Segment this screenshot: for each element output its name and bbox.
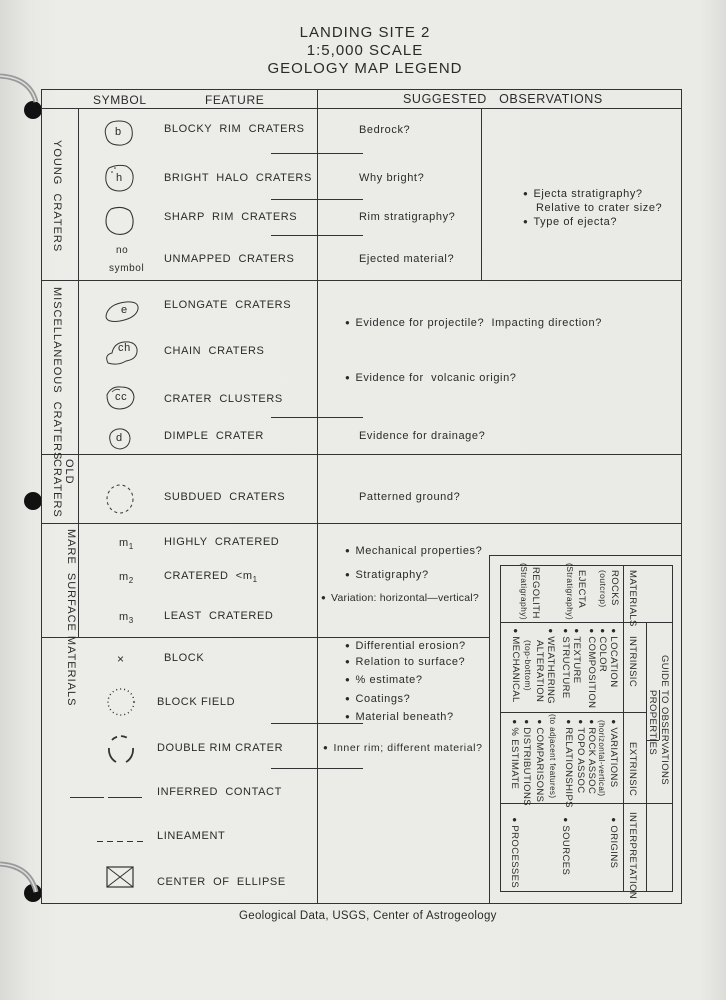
feature-double-rim-crater: DOUBLE RIM CRATER xyxy=(157,742,284,754)
guide-ext-relationships-note: (to adjacent features) xyxy=(548,714,557,799)
guide-ext-percent-estimate: ● % ESTIMATE xyxy=(509,718,520,789)
title-site: LANDING SITE 2 xyxy=(299,24,431,41)
feature-block-field: BLOCK FIELD xyxy=(157,696,236,708)
guide-properties: PROPERTIES xyxy=(647,690,658,756)
row-sep-young xyxy=(41,280,682,281)
lineament-symbol-icon xyxy=(97,841,143,842)
guide-grid xyxy=(672,565,673,892)
guide-mat-ejecta: EJECTA xyxy=(576,570,587,609)
feature-tick xyxy=(271,723,363,724)
obs-projectile: ● Evidence for projectile? Impacting direction? xyxy=(345,317,602,329)
obs-why-bright: Why bright? xyxy=(359,172,425,184)
feature-crater-clusters: CRATER CLUSTERS xyxy=(164,393,283,405)
guide-mat-regolith: REGOLITH xyxy=(530,567,541,619)
guide-ext-relationships: ● RELATIONSHIPS xyxy=(563,718,574,808)
obs-relative-crater-size: Relative to crater size? xyxy=(536,202,663,214)
group-label-old: OLD CRATERS xyxy=(51,459,75,518)
feature-unmapped-craters: UNMAPPED CRATERS xyxy=(164,253,295,265)
table-border-bottom xyxy=(41,903,682,904)
feature-chain-craters: CHAIN CRATERS xyxy=(164,345,265,357)
guide-int-structure: ● STRUCTURE xyxy=(560,627,571,699)
guide-ext-variations-note: (horizontal-vertical) xyxy=(597,720,606,797)
guide-mat-rocks-note: (outcrop) xyxy=(598,570,608,608)
obs-volcanic-origin: ● Evidence for volcanic origin? xyxy=(345,372,517,384)
feature-tick xyxy=(271,199,363,200)
guide-intp-processes: ● PROCESSES xyxy=(509,816,520,888)
guide-mat-ejecta-note: (Stratigraphy) xyxy=(565,563,575,621)
guide-int-location: ● LOCATION xyxy=(608,627,619,687)
symbol-cc: cc xyxy=(115,391,128,403)
column-header-feature: FEATURE xyxy=(205,93,265,107)
symbol-ch: ch xyxy=(118,342,131,354)
group-divider xyxy=(78,108,79,638)
feature-elongate-craters: ELONGATE CRATERS xyxy=(164,299,292,311)
symbol-d: d xyxy=(116,432,123,444)
guide-grid xyxy=(500,712,646,713)
column-header-observations: SUGGESTED OBSERVATIONS xyxy=(403,92,603,106)
guide-ext-distributions: ● DISTRIBUTIONS xyxy=(521,718,532,806)
title-legend: GEOLOGY MAP LEGEND xyxy=(267,60,463,77)
block-symbol-icon: × xyxy=(117,652,125,666)
group-label-misc: MISCELLANEOUS CRATERS xyxy=(51,287,63,461)
guide-int-alteration: ALTERATION xyxy=(534,640,545,703)
young-obs-divider xyxy=(481,108,482,281)
row-sep-misc xyxy=(41,454,682,455)
no-symbol-label: symbol xyxy=(109,263,145,274)
guide-intp-origins: ● ORIGINS xyxy=(608,816,619,868)
feature-center-of-ellipse: CENTER OF ELLIPSE xyxy=(157,876,286,888)
guide-int-mechanical: ● MECHANICAL xyxy=(510,627,521,703)
symbol-b: b xyxy=(115,126,122,138)
guide-grid xyxy=(623,565,624,892)
obs-inner-rim: ● Inner rim; different material? xyxy=(323,742,483,754)
guide-title: GUIDE TO OBSERVATIONS xyxy=(659,655,670,785)
obs-differential-erosion: ● Differential erosion? xyxy=(345,640,466,652)
obs-stratigraphy: ● Stratigraphy? xyxy=(345,569,429,581)
feature-tick xyxy=(271,768,363,769)
guide-col-intrinsic: INTRINSIC xyxy=(627,636,638,688)
feature-bright-halo-craters: BRIGHT HALO CRATERS xyxy=(164,172,312,184)
symbol-e: e xyxy=(121,304,128,316)
row-sep-old xyxy=(41,523,682,524)
center-of-ellipse-symbol-icon xyxy=(106,866,134,888)
obs-drainage: Evidence for drainage? xyxy=(359,430,486,442)
footer-credit: Geological Data, USGS, Center of Astrogeology xyxy=(239,910,497,922)
obs-ejected-material: Ejected material? xyxy=(359,253,455,265)
binder-ring-top-icon xyxy=(0,70,50,120)
obs-variation: ● Variation: horizontal—vertical? xyxy=(321,592,479,604)
guide-ext-comparisons: ● COMPARISONS xyxy=(534,718,545,802)
symbol-m1: $m_1$ xyxy=(119,537,134,552)
feature-tick xyxy=(271,235,363,236)
guide-frame xyxy=(681,555,682,904)
obs-patterned-ground: Patterned ground? xyxy=(359,491,461,503)
guide-ext-topo-assoc: ● TOPO ASSOC xyxy=(575,718,586,794)
feature-tick xyxy=(271,153,363,154)
obs-percent-estimate: ● % estimate? xyxy=(345,674,423,686)
guide-int-texture: ● TEXTURE xyxy=(571,627,582,684)
feature-dimple-crater: DIMPLE CRATER xyxy=(164,430,264,442)
feature-highly-cratered: HIGHLY CRATERED xyxy=(164,536,280,548)
guide-mat-rocks: ROCKS xyxy=(609,570,620,606)
table-border-left xyxy=(41,89,42,904)
feature-lineament: LINEAMENT xyxy=(157,830,226,842)
guide-col-materials: MATERIALS xyxy=(627,570,638,627)
guide-int-composition: ● COMPOSITION xyxy=(586,627,597,708)
double-rim-crater-symbol-icon xyxy=(104,732,138,768)
table-border-right xyxy=(681,89,682,555)
binder-hole-middle xyxy=(24,492,42,510)
no-symbol-label: no xyxy=(116,245,129,256)
guide-col-interpretation: INTERPRETATION xyxy=(627,812,638,900)
sharp-rim-crater-symbol-icon xyxy=(102,204,136,238)
feature-cratered-less: CRATERED $<m_1$ xyxy=(164,570,258,585)
obs-rim-stratigraphy: Rim stratigraphy? xyxy=(359,211,456,223)
group-label-mare: MARE SURFACE MATERIALS xyxy=(65,529,77,707)
feature-least-cratered: LEAST CRATERED xyxy=(164,610,274,622)
guide-ext-rock-assoc: ● ROCK ASSOC xyxy=(586,718,597,794)
block-field-symbol-icon xyxy=(104,686,138,718)
obs-type-of-ejecta: ● Type of ejecta? xyxy=(523,216,617,228)
column-header-symbol: SYMBOL xyxy=(93,93,147,107)
feature-block: BLOCK xyxy=(164,652,205,664)
subdued-crater-symbol-icon xyxy=(104,482,136,516)
obs-bedrock: Bedrock? xyxy=(359,124,411,136)
guide-int-alteration-note: (top-bottom) xyxy=(523,640,533,692)
table-border-top xyxy=(41,89,682,90)
symbol-h: h xyxy=(116,172,123,184)
symbol-m3: $m_3$ xyxy=(119,611,134,626)
row-sep-mare xyxy=(41,637,489,638)
obs-ejecta-stratigraphy: ● Ejecta stratigraphy? xyxy=(523,188,643,200)
feature-blocky-rim-craters: BLOCKY RIM CRATERS xyxy=(164,123,305,135)
obs-relation-to-surface: ● Relation to surface? xyxy=(345,656,465,668)
obs-material-beneath: ● Material beneath? xyxy=(345,711,454,723)
guide-grid xyxy=(500,622,672,623)
group-label-young: YOUNG CRATERS xyxy=(51,140,63,253)
guide-frame xyxy=(489,555,490,904)
guide-ext-variations: ● VARIATIONS xyxy=(608,718,619,788)
symbol-m2: $m_2$ xyxy=(119,571,134,586)
guide-grid xyxy=(500,565,501,892)
guide-intp-sources: ● SOURCES xyxy=(560,816,571,875)
feature-subdued-craters: SUBDUED CRATERS xyxy=(164,491,286,503)
guide-int-color: ● COLOR xyxy=(597,627,608,672)
guide-frame xyxy=(489,555,682,556)
feature-sharp-rim-craters: SHARP RIM CRATERS xyxy=(164,211,298,223)
guide-int-weathering: ● WEATHERING xyxy=(545,627,556,704)
guide-grid xyxy=(646,622,647,892)
obs-mechanical-properties: ● Mechanical properties? xyxy=(345,545,482,557)
header-divider xyxy=(41,108,682,109)
feature-inferred-contact: INFERRED CONTACT xyxy=(157,786,282,798)
guide-mat-regolith-note: (Stratigraphy) xyxy=(519,563,529,621)
guide-col-extrinsic: EXTRINSIC xyxy=(627,742,638,797)
title-scale: 1:5,000 SCALE xyxy=(306,42,424,59)
obs-coatings: ● Coatings? xyxy=(345,693,410,705)
feature-obs-divider xyxy=(317,89,318,904)
inferred-contact-symbol-icon xyxy=(70,797,142,798)
feature-tick xyxy=(271,417,363,418)
